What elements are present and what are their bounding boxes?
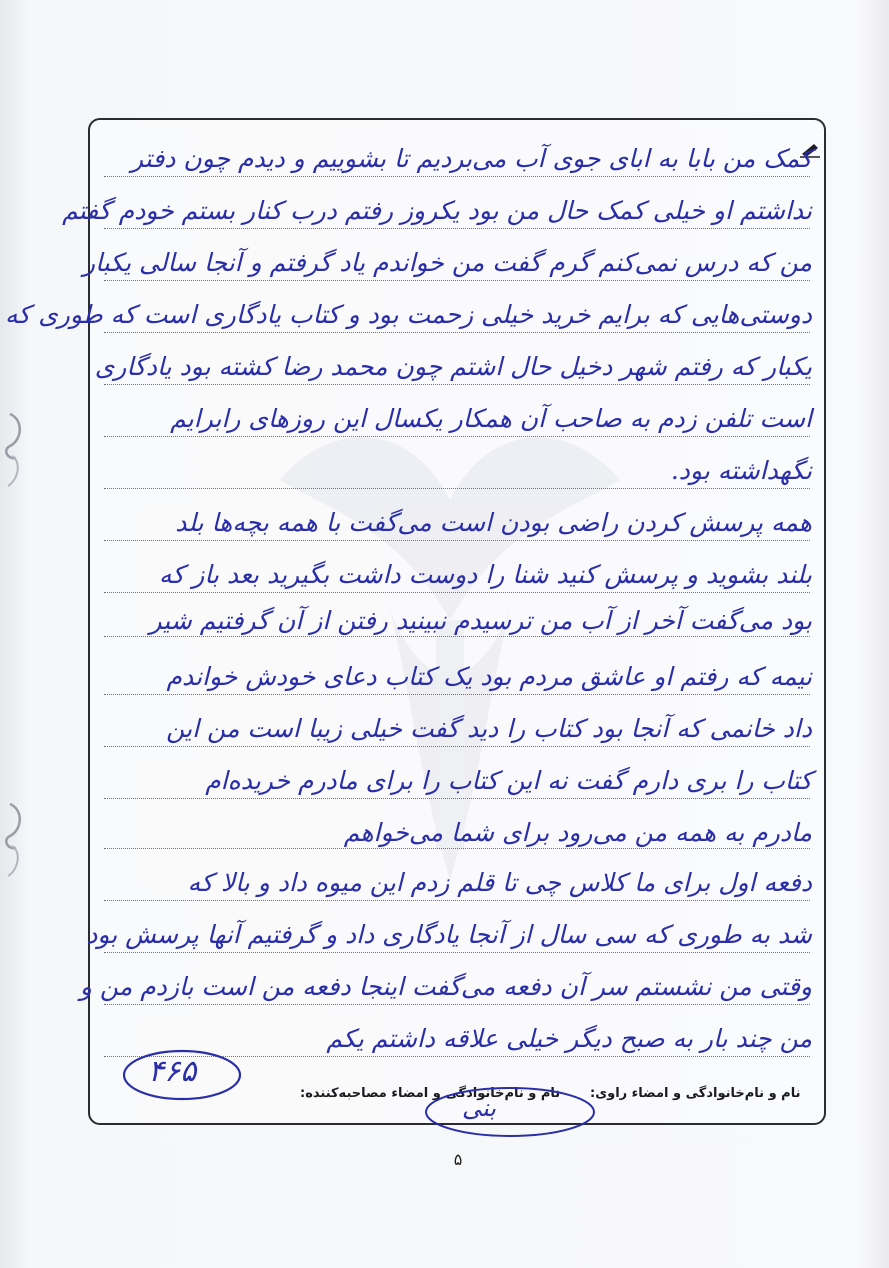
spiral-ring-icon: [4, 410, 26, 490]
ruled-line: [104, 228, 810, 229]
handwritten-line: شد به طوری که سی سال از آنجا یادگاری داد و گرفتیم آنها پرسش بود: [86, 920, 812, 949]
handwritten-line: مادرم به همه من می‌رود برای شما می‌خواهم: [343, 818, 812, 847]
handwritten-line: نیمه که رفتم او عاشق مردم بود یک کتاب دعای خودش خواندم: [166, 662, 812, 691]
ruled-line: [104, 540, 810, 541]
handwritten-line: داد خانمی که آنجا بود کتاب را دید گفت خیلی زیبا است من این: [166, 714, 812, 743]
ruled-line: [104, 384, 810, 385]
handwritten-line: من که درس نمی‌کنم گرم گفت من خواندم یاد گرفتم و آنجا سالی یکبار: [83, 248, 812, 277]
handwritten-line: دفعه اول برای ما کلاس چی تا قلم زدم این میوه داد و بالا که: [187, 868, 812, 897]
ruled-line: [104, 1004, 810, 1005]
ruled-line: [104, 746, 810, 747]
ruled-line: [104, 592, 810, 593]
ruled-line: [104, 694, 810, 695]
ruled-line: [104, 900, 810, 901]
ruled-line: [104, 798, 810, 799]
ruled-line: [104, 176, 810, 177]
ruled-line: [104, 488, 810, 489]
ruled-line: [104, 280, 810, 281]
narrator-signature: ۴۶۵: [148, 1054, 197, 1089]
interviewer-signature: بنی: [462, 1094, 496, 1122]
ruled-line: [104, 952, 810, 953]
page-number: ۵: [453, 1150, 463, 1169]
handwritten-line: بلند بشوید و پرسش کنید شنا را دوست داشت بگیرید بعد باز که: [159, 560, 812, 589]
handwritten-line: بود می‌گفت آخر از آب من ترسیدم نبینید رفتن از آن گرفتیم شیر: [149, 606, 812, 635]
handwritten-line: وقتی من نشستم سر آن دفعه می‌گفت اینجا دفعه من است بازدم من و: [79, 972, 812, 1001]
interviewer-signature-loop: [420, 1082, 600, 1144]
spiral-ring-icon: [4, 800, 26, 880]
ruled-line: [104, 332, 810, 333]
handwritten-line: یکبار که رفتم شهر دخیل حال اشتم چون محمد رضا کشته بود یادگاری: [94, 352, 812, 381]
handwritten-line: همه پرسش کردن راضی بودن است می‌گفت با همه بچه‌ها بلد: [175, 508, 812, 537]
handwritten-line: نگهداشته بود.: [670, 456, 812, 485]
handwritten-line: دوستی‌هایی که برایم خرید خیلی زحمت بود و کتاب یادگاری است که طوری که: [4, 300, 812, 329]
handwritten-line: من چند بار به صبح دیگر خیلی علاقه داشتم یکم: [326, 1024, 812, 1053]
handwritten-line: کتاب را بری دارم گفت نه این کتاب را برای مادرم خریده‌ام: [205, 766, 812, 795]
interviewer-signature-label: نام و نام‌خانوادگی و امضاء مصاحبه‌کننده:: [300, 1086, 561, 1101]
handwritten-line: نداشتم او خیلی کمک حال من بود یکروز رفتم درب کنار بستم خودم گفتم: [62, 196, 812, 225]
narrator-signature-label: نام و نام‌خانوادگی و امضاء راوی:: [590, 1086, 801, 1101]
handwritten-line: کمک من بابا به ابای جوی آب می‌بردیم تا بشوییم و دیدم چون دفتر: [131, 144, 812, 173]
handwritten-line: است تلفن زدم به صاحب آن همکار یکسال این روزهای رابرایم: [170, 404, 812, 433]
ruled-line: [104, 436, 810, 437]
